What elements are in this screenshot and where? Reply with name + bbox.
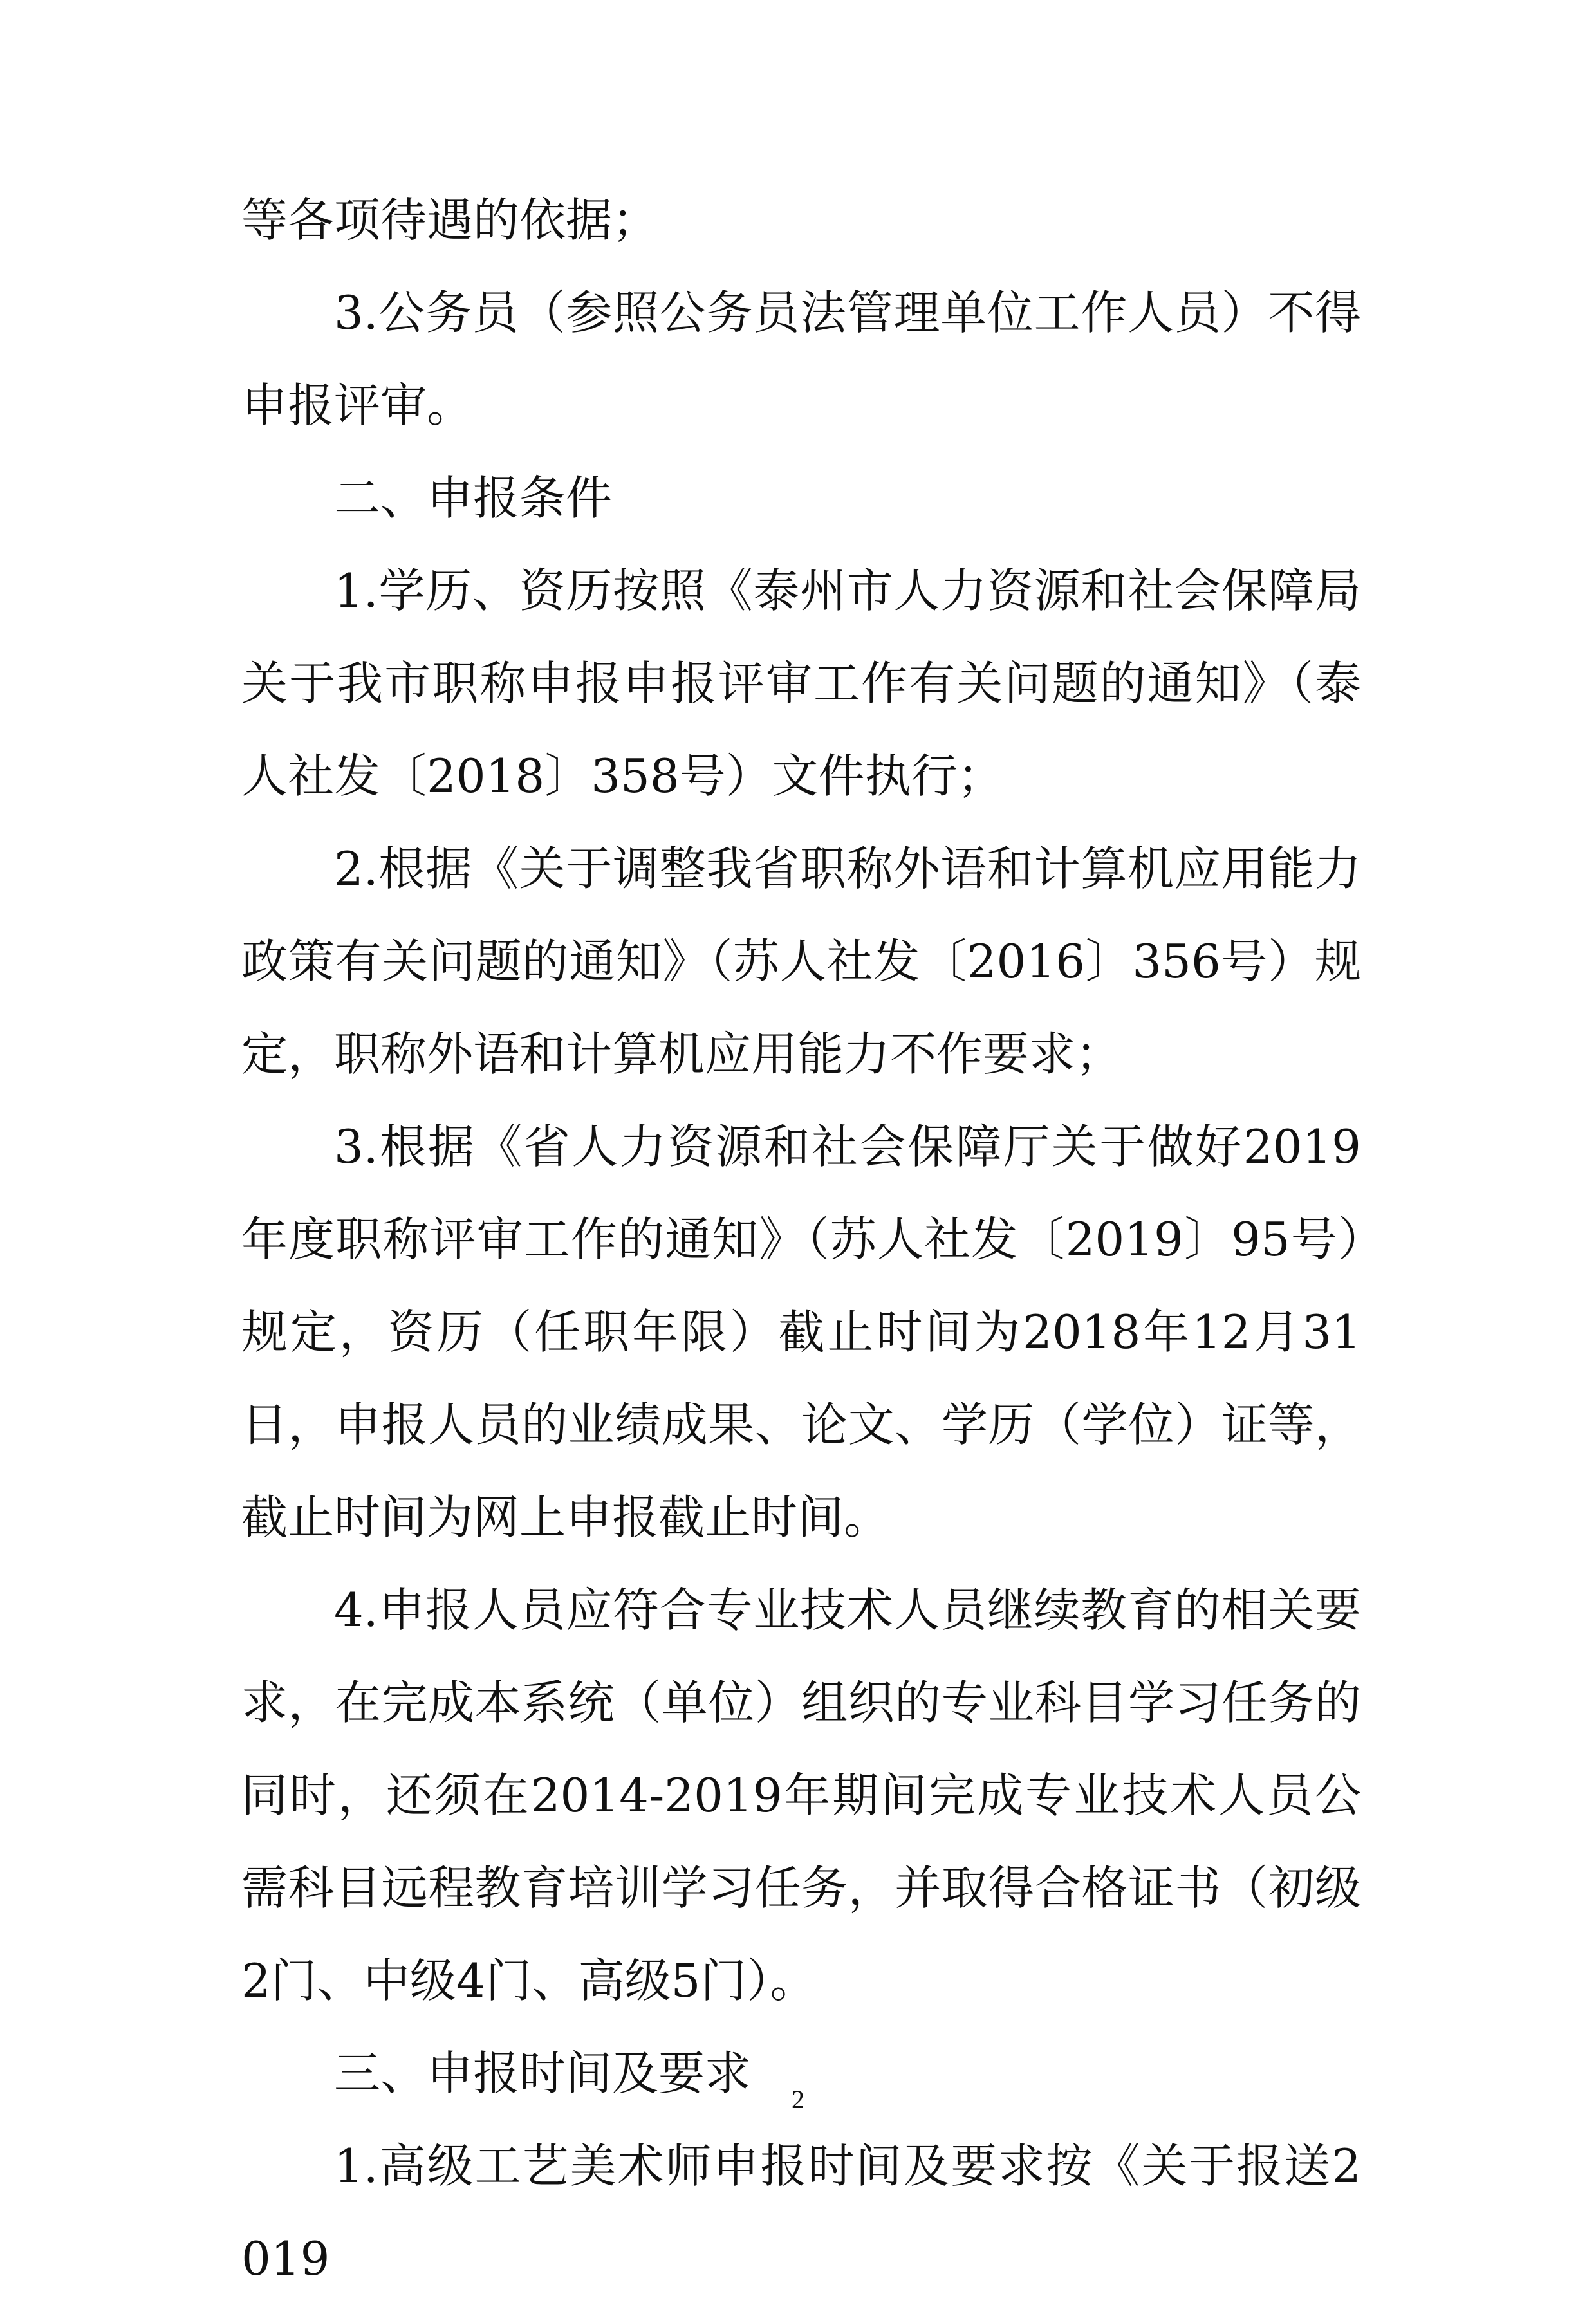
paragraph-senior-craft-artist: 1.高级工艺美术师申报时间及要求按《关于报送2019	[241, 2139, 1361, 2286]
heading-application-conditions: 二、申报条件	[334, 471, 613, 525]
paragraph-education-qualification: 1.学历、资历按照《泰州市人力资源和社会保障局关于我市职称申报申报评审工作有关问题的通知》（泰人社发〔2018〕358号）文件执行；	[241, 564, 1361, 803]
heading-application-time: 三、申报时间及要求	[334, 2046, 752, 2100]
paragraph-benefits-basis: 等各项待遇的依据；	[241, 193, 659, 247]
paragraph-deadline-rules: 3.根据《省人力资源和社会保障厅关于做好2019年度职称评审工作的通知》（苏人社发〔2019〕95号）规定，资历（任职年限）截止时间为2018年12月31日，申报人员的业绩成果、论文、学历（学位）证等，截止时间为网上申报截止时间。	[241, 1120, 1361, 1544]
page-number: 2	[792, 2085, 804, 2114]
document-body	[241, 174, 1361, 2305]
paragraph-civil-servant-restriction: 3.公务员（参照公务员法管理单位工作人员）不得申报评审。	[241, 286, 1361, 432]
paragraph-continuing-education: 4.申报人员应符合专业技术人员继续教育的相关要求，在完成本系统（单位）组织的专业科目学习任务的同时，还须在2014-2019年期间完成专业技术人员公需科目远程教育培训学习任务，并取得合格证书（初级2门、中级4门、高级5门）。	[241, 1583, 1361, 2008]
paragraph-language-computer-requirement: 2.根据《关于调整我省职称外语和计算机应用能力政策有关问题的通知》（苏人社发〔2016〕356号）规定，职称外语和计算机应用能力不作要求；	[241, 842, 1361, 1081]
